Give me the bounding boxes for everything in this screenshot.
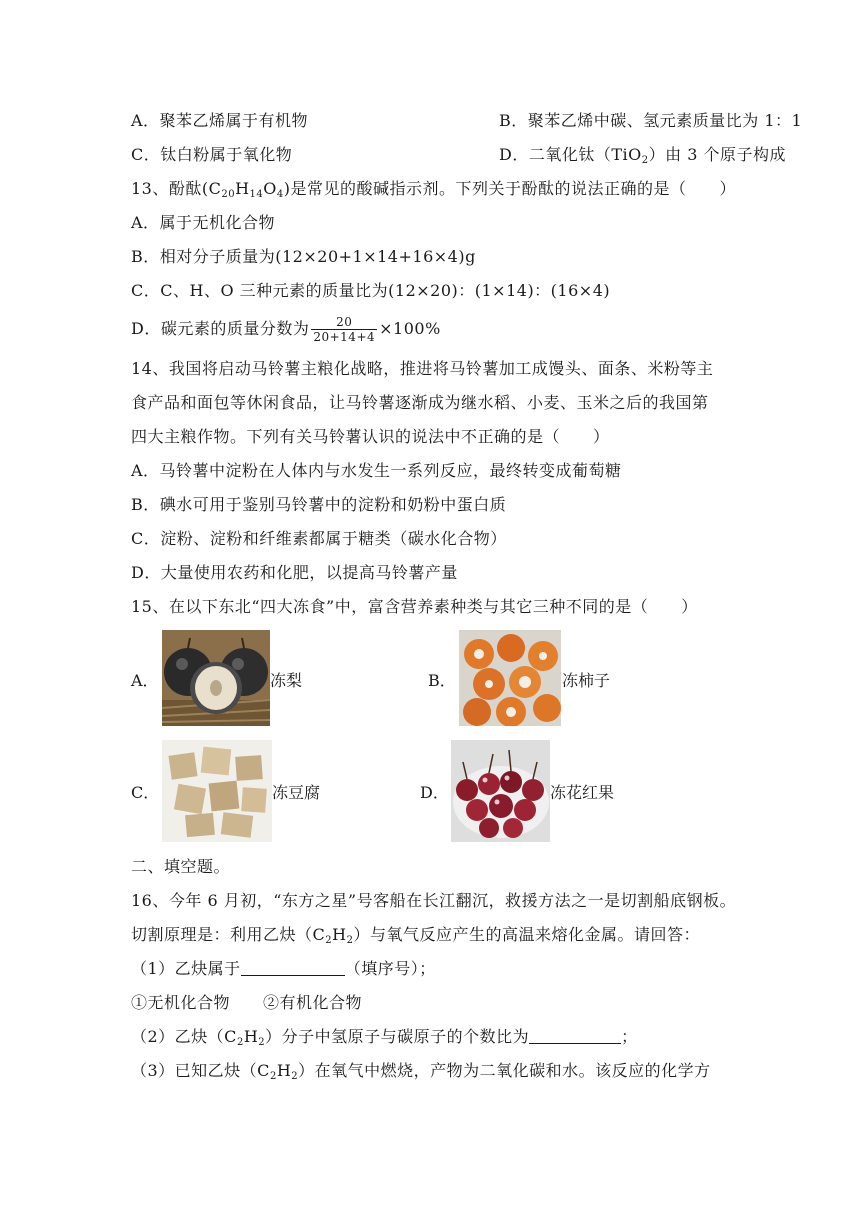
frozen-pear-image <box>162 630 270 726</box>
answer-blank[interactable] <box>241 959 345 976</box>
q14-option-c: C．淀粉、淀粉和纤维素都属于糖类（碳水化合物） <box>131 529 507 548</box>
q15-option-b-label: 冻柿子 <box>562 671 611 690</box>
q15-option-a-label: 冻梨 <box>270 671 303 690</box>
frozen-tofu-image <box>162 740 272 842</box>
fraction: $\frac{20}{20+14+4}$ <box>313 315 376 344</box>
q12-option-c: C．钛白粉属于氧化物 <box>131 145 293 164</box>
section-heading: 二、填空题。 <box>131 857 231 876</box>
q13-stem: 13、酚酞$(C_{20}H_{14}O_4)$是常见的酸碱指示剂。下列关于酚酞的说法正确的是（ ） <box>131 179 737 200</box>
q16-part-1: （1）乙炔属于 （填序号）； <box>131 959 436 978</box>
q14-stem-line-3: 四大主粮作物。下列有关马铃薯认识的说法中不正确的是（ ） <box>131 427 610 446</box>
frozen-crabapple-image <box>451 740 550 842</box>
q14-option-d: D．大量使用农药和化肥，以提高马铃薯产量 <box>131 563 458 582</box>
q15-option-b-letter: B． <box>428 671 456 690</box>
q13-option-c: C．C、H、O 三种元素的质量比为(12×20)：(1×14)：(16×4) <box>131 281 611 300</box>
q16-stem-line-1: 16、今年 6 月初，“东方之星”号客船在长江翻沉，救援方法之一是切割船底钢板。 <box>131 891 737 910</box>
q13-option-d: D．碳元素的质量分数为 $\frac{20}{20+14+4}$ ×100% <box>131 315 441 344</box>
q12-option-b: B．聚苯乙烯中碳、氢元素质量比为 1：1 <box>499 111 803 130</box>
q16-part-3: （3）已知乙炔$(C_2H_2)$在氧气中燃烧，产物为二氧化碳和水。该反应的化学方 <box>131 1061 711 1082</box>
q14-stem-line-2: 食产品和面包等休闲食品，让马铃薯逐渐成为继水稻、小麦、玉米之后的我国第 <box>131 393 709 412</box>
q12-option-d: D．二氧化钛（TiO$_2$）由 3 个原子构成 <box>499 145 786 166</box>
q16-choices: ①无机化合物 ②有机化合物 <box>131 993 363 1012</box>
q16-stem-line-2: 切割原理是：利用乙炔$(C_2H_2)$与氧气反应产生的高温来熔化金属。请回答： <box>131 925 700 946</box>
answer-blank[interactable] <box>529 1027 621 1044</box>
q12-option-a: A．聚苯乙烯属于有机物 <box>131 111 309 130</box>
frozen-persimmon-image <box>459 630 561 726</box>
q13-option-b: B．相对分子质量为(12×20+1×14+16×4)g <box>131 247 476 266</box>
q14-option-a: A．马铃薯中淀粉在人体内与水发生一系列反应，最终转变成葡萄糖 <box>131 461 622 480</box>
q15-option-a-letter: A． <box>131 671 159 690</box>
q15-stem: 15、在以下东北“四大冻食”中，富含营养素种类与其它三种不同的是（ ） <box>131 597 698 616</box>
q12-row-cd <box>131 144 786 166</box>
q15-option-c-label: 冻豆腐 <box>272 783 321 802</box>
q12-row-ab <box>131 110 803 132</box>
q16-part-2: （2）乙炔$(C_2H_2)$分子中氢原子与碳原子的个数比为 ； <box>131 1027 638 1048</box>
q15-option-d-letter: D． <box>420 783 449 802</box>
q15-option-d-label: 冻花红果 <box>550 783 615 802</box>
q13-option-a: A．属于无机化合物 <box>131 213 276 232</box>
q15-option-c-letter: C． <box>131 783 160 802</box>
q14-stem-line-1: 14、我国将启动马铃薯主粮化战略，推进将马铃薯加工成馒头、面条、米粉等主 <box>131 359 714 378</box>
q14-option-b: B．碘水可用于鉴别马铃薯中的淀粉和奶粉中蛋白质 <box>131 495 507 514</box>
